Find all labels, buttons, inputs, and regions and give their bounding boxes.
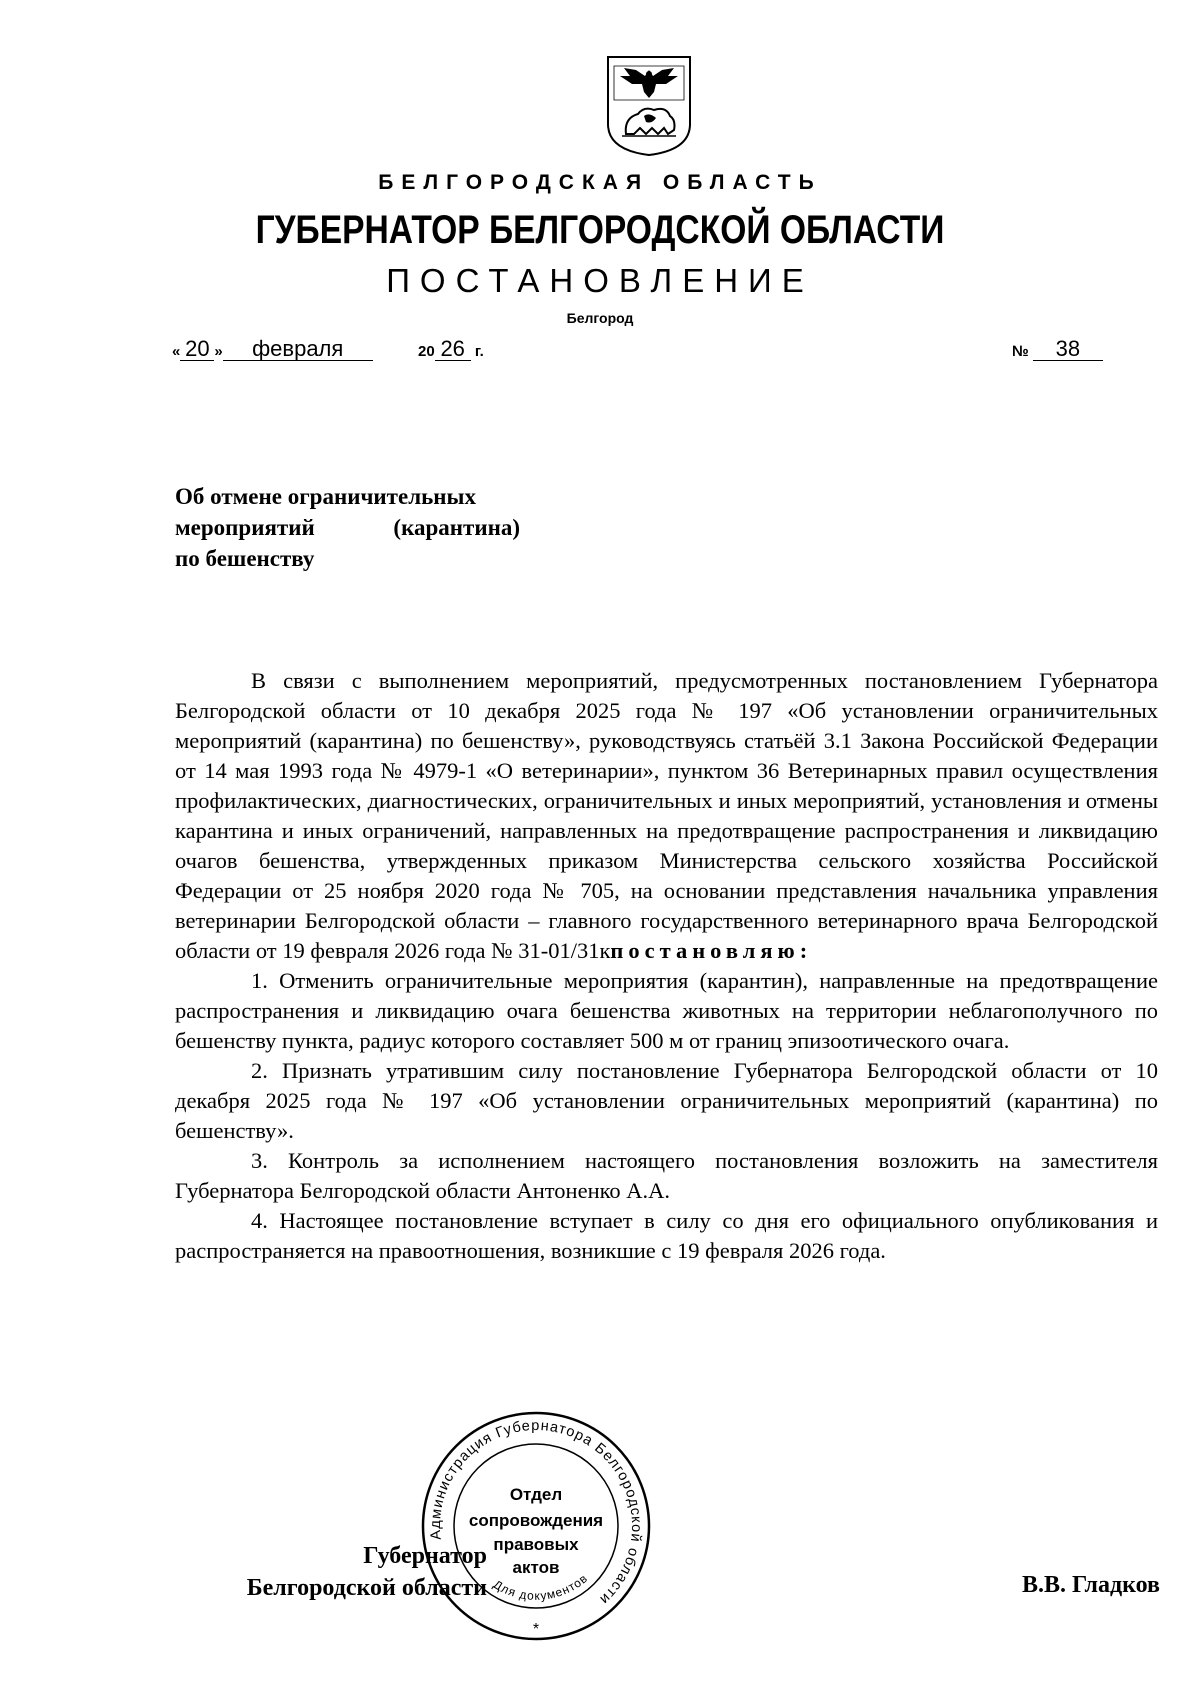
stamp-bottom-text: Для документов	[490, 1570, 591, 1603]
stamp-star: *	[532, 1621, 540, 1638]
document-type: ПОСТАНОВЛЕНИЕ	[386, 262, 814, 299]
clause-4: 4. Настоящее постановление вступает в силу со дня его официального опубликования и распространяется на правоотношения, возникшие с 19 февраля 2026 года.	[175, 1208, 1158, 1263]
date-year-unit: г.	[474, 343, 484, 360]
stamp-center-line: актов	[512, 1558, 560, 1577]
stamp-center-line: Отдел	[509, 1485, 563, 1504]
date-month: февраля	[223, 338, 373, 361]
preamble-paragraph	[175, 666, 1158, 966]
date-field	[172, 338, 373, 361]
region-heading: БЕЛГОРОДСКАЯ ОБЛАСТЬ	[378, 171, 822, 194]
date-year-prefix: 20	[418, 343, 435, 360]
title-word: Об отмене ограничительных	[175, 484, 476, 509]
stamp-outer-text: Администрация Губернатора Белгородской области	[427, 1417, 645, 1608]
title-line	[175, 481, 520, 512]
title-line	[175, 512, 520, 543]
date-year-suffix: 26	[435, 338, 471, 361]
document-body	[175, 666, 1158, 1266]
stamp-center-line: правовых	[493, 1535, 579, 1554]
city-label: Белгород	[566, 310, 634, 326]
document-number	[1012, 338, 1103, 361]
preamble-text: В связи с выполнением мероприятий, предусмотренных постановлением Губернатора Белгородской области от 10 декабря 2025 года № 197 «Об установлении ограничительных мероприятий (карантина) по бешенству», руководствуясь статьёй 3.1 Закона Российской Федерации от 14 мая 1993 года № 4979-1 «О ветеринарии», пунктом 36 Ветеринарных правил осуществления профилактических, диагностических, ограничительных и иных мероприятий, установления и отмены карантина и иных ограничений, направленных на предотвращение распространения и ликвидацию очагов бешенства, утвержденных приказом Министерства сельского хозяйства Российской Федерации от 25 ноября 2020 года № 705, на основании представления начальника управления ветеринарии Белгородской области – главного государственного ветеринарного врача Белгородской области от 19 февраля 2026 года № 31-01/31к	[175, 668, 1158, 963]
signatory-name: В.В. Гладков	[1021, 1572, 1160, 1598]
title-line	[175, 543, 520, 574]
authority-heading: ГУБЕРНАТОР БЕЛГОРОДСКОЙ ОБЛАСТИ	[255, 208, 945, 252]
official-stamp	[420, 1410, 652, 1642]
position-line-1: Губернатор	[363, 1543, 487, 1569]
date-day: 20	[180, 338, 214, 361]
resolve-word: постановляю:	[610, 938, 813, 963]
clause-2: 2. Признать утратившим силу постановление Губернатора Белгородской области от 10 декабря 2025 года № 197 «Об установлении ограничительных мероприятий (карантина) по бешенству».	[175, 1058, 1158, 1143]
clause-1: 1. Отменить ограничительные мероприятия (карантин), направленные на предотвращение распространения и ликвидацию очага бешенства животных на территории неблагополучного по бешенству пункта, радиус которого составляет 500 м от границ эпизоотического очага.	[175, 968, 1158, 1053]
date-year	[418, 338, 484, 361]
number-label: №	[1012, 343, 1029, 360]
document-title	[175, 481, 520, 574]
stamp-center-line: сопровождения	[468, 1511, 604, 1530]
position-line-2: Белгородской области	[246, 1575, 487, 1601]
date-open-quote: «	[172, 343, 181, 360]
coat-of-arms-emblem	[604, 54, 694, 158]
title-word: (карантина)	[393, 515, 520, 540]
number-value: 38	[1033, 338, 1103, 361]
date-close-quote: »	[214, 343, 223, 360]
title-word: по бешенству	[175, 546, 315, 571]
clause-3: 3. Контроль за исполнением настоящего постановления возложить на заместителя Губернатора Белгородской области Антоненко А.А.	[175, 1148, 1158, 1203]
title-word: мероприятий	[175, 515, 315, 540]
